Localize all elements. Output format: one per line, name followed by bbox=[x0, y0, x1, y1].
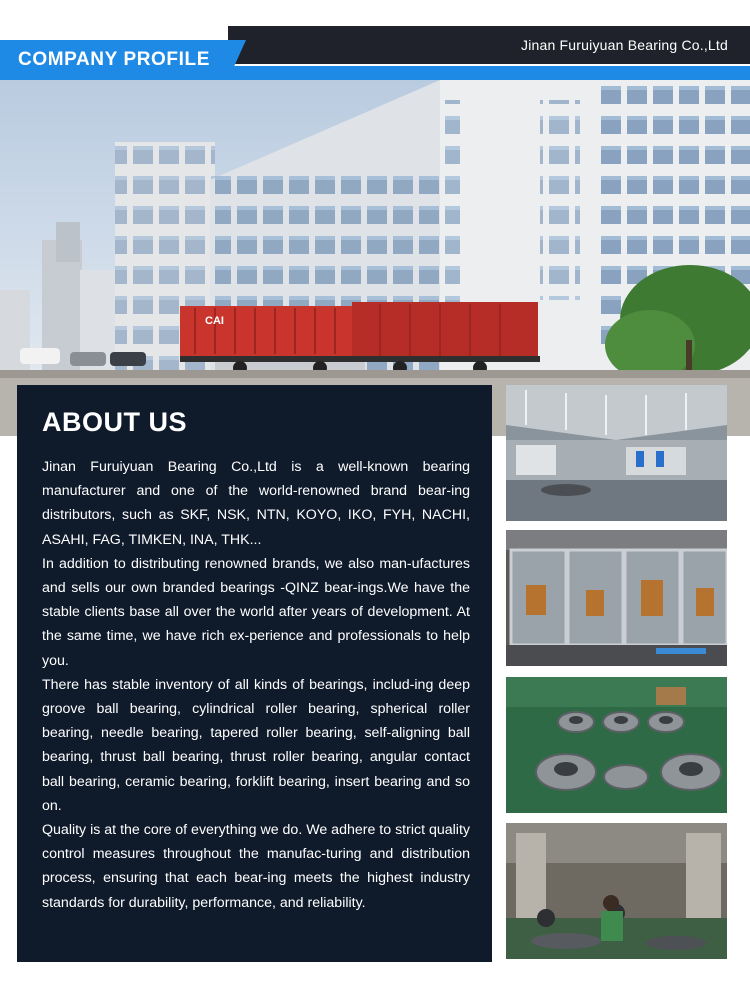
section-title: COMPANY PROFILE bbox=[18, 49, 210, 70]
assembly-line-photo bbox=[506, 530, 727, 666]
bearings-on-floor-photo bbox=[506, 677, 727, 813]
warehouse-workers-photo bbox=[506, 823, 727, 959]
factory-hall-photo bbox=[506, 385, 727, 521]
about-paragraph-4: Quality is at the core of everything we do. We adhere to strict quality control measures throughout the manufac-turing and distribution process, ensuring that each bear-ing meets the highest industry standards for durability, performance, and reliability. bbox=[42, 822, 470, 911]
about-paragraph-3: There has stable inventory of all kinds of bearings, includ-ing deep groove ball bearing, cylindrical roller bearing, spherical roller bearing, needle bearing, tapered roller bearing, self-aligning ball bearing, thrust ball bearing, thrust roller bearing, angular contact ball bearing, ceramic bearing, forklift bearing, insert bearing and so on. bbox=[42, 676, 470, 814]
about-paragraph-2: In addition to distributing renowned brands, we also man-ufactures and sells our own branded bearings -QINZ bear-ings.We have the stable clients base all over the world after years of development. At the same time, we have rich ex-perience and professionals to help you. bbox=[42, 555, 470, 669]
about-us-text bbox=[42, 455, 470, 915]
about-us-heading: ABOUT US bbox=[42, 407, 187, 437]
container-logo: CAI bbox=[205, 315, 224, 327]
factory-building-photo bbox=[0, 80, 750, 436]
about-us-panel bbox=[17, 385, 492, 962]
company-name: Jinan Furuiyuan Bearing Co.,Ltd bbox=[521, 37, 728, 53]
about-paragraph-1: Jinan Furuiyuan Bearing Co.,Ltd is a well-known bearing manufacturer and one of the world-renowned brand bear-ing distributors, such as SKF, NSK, NTN, KOYO, IKO, FYH, NACHI, ASAHI, FAG, TIMKEN, INA, THK... bbox=[42, 459, 470, 548]
section-title-banner-edge bbox=[228, 40, 246, 80]
